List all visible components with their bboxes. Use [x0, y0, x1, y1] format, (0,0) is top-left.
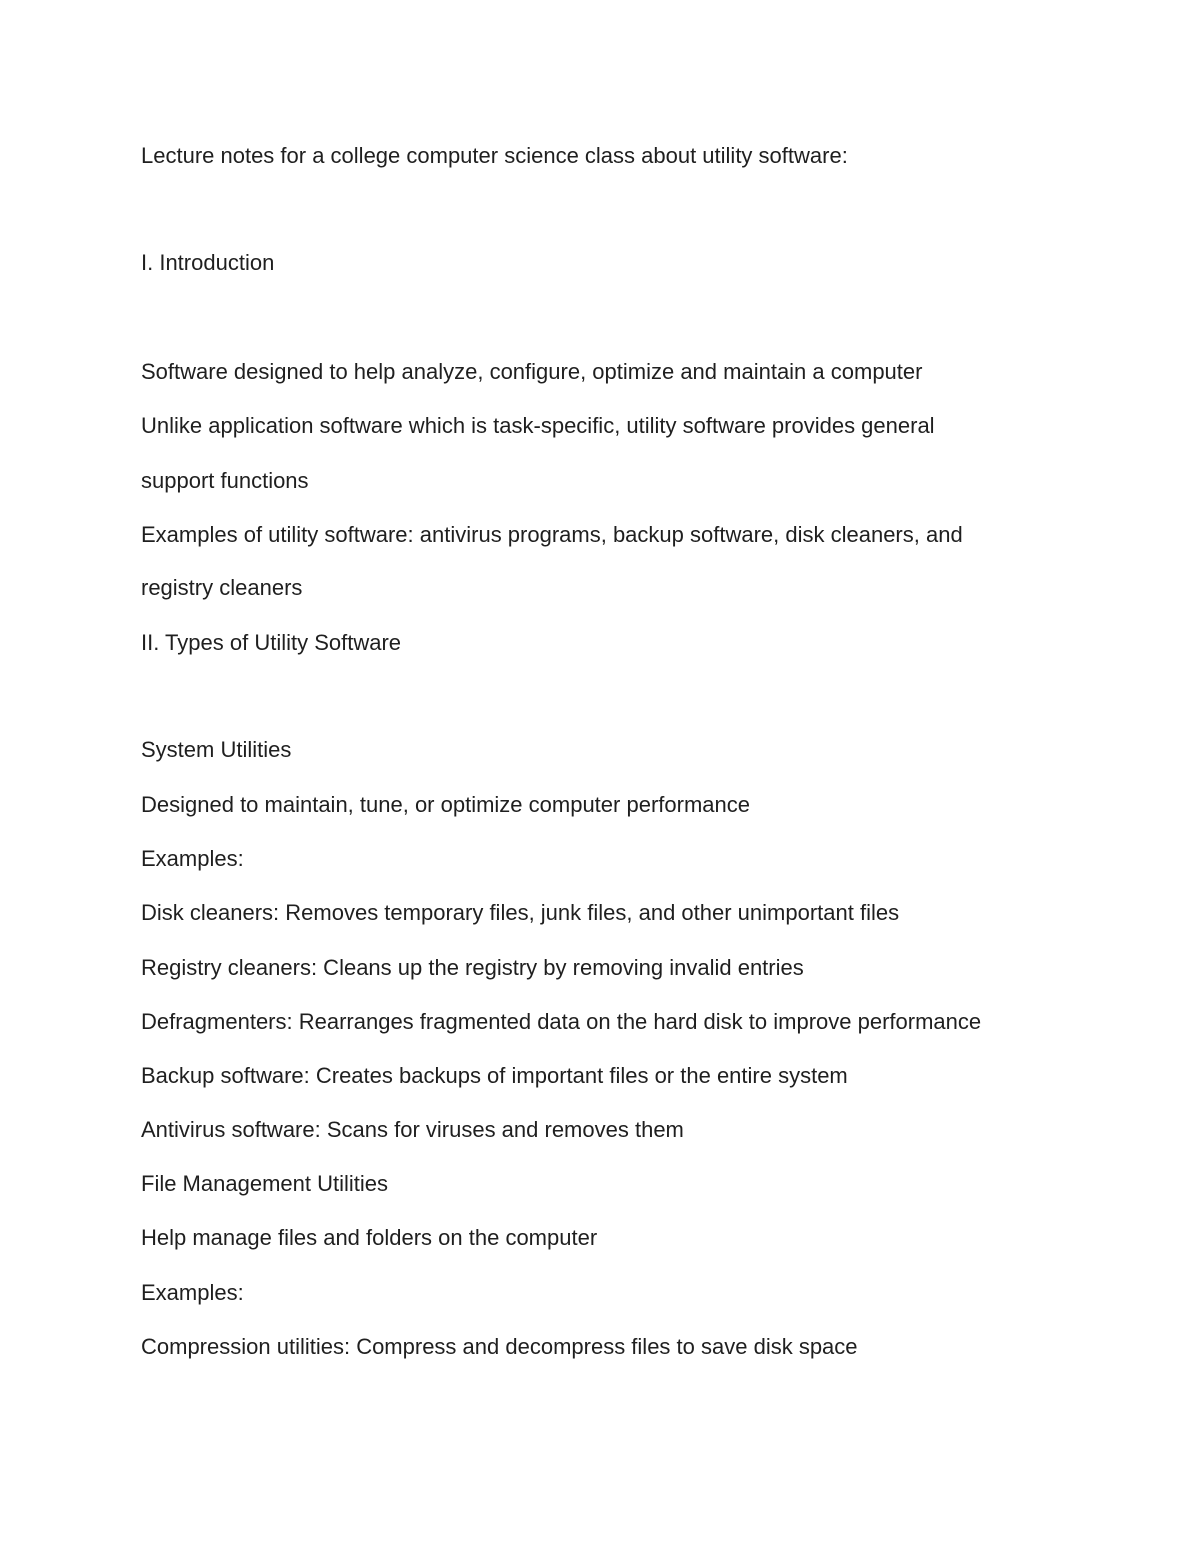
system-utility-example: Registry cleaners: Cleans up the registry by removing invalid entries — [141, 955, 804, 980]
system-utility-example: Disk cleaners: Removes temporary files, junk files, and other unimportant files — [141, 900, 900, 925]
intro-contrast-line-1: Unlike application software which is task-specific, utility software provides general — [141, 413, 935, 438]
system-utilities-heading: System Utilities — [141, 737, 292, 762]
section-heading-introduction: I. Introduction — [141, 250, 275, 275]
intro-examples-line-2: registry cleaners — [141, 575, 303, 600]
system-utility-example: Antivirus software: Scans for viruses and removes them — [141, 1117, 684, 1142]
file-management-heading: File Management Utilities — [141, 1171, 388, 1196]
intro-definition: Software designed to help analyze, configure, optimize and maintain a computer — [141, 359, 923, 384]
file-management-example: Compression utilities: Compress and decompress files to save disk space — [141, 1334, 858, 1359]
system-utilities-examples-label: Examples: — [141, 846, 244, 871]
system-utility-example: Backup software: Creates backups of important files or the entire system — [141, 1063, 848, 1088]
intro-contrast-line-2: support functions — [141, 468, 309, 493]
system-utilities-description: Designed to maintain, tune, or optimize computer performance — [141, 792, 750, 817]
file-management-examples-label: Examples: — [141, 1280, 244, 1305]
file-management-description: Help manage files and folders on the computer — [141, 1225, 598, 1250]
section-heading-types: II. Types of Utility Software — [141, 630, 402, 655]
intro-examples-line-1: Examples of utility software: antivirus programs, backup software, disk cleaners, and — [141, 522, 963, 547]
system-utility-example: Defragmenters: Rearranges fragmented data on the hard disk to improve performance — [141, 1009, 982, 1034]
document-title-line: Lecture notes for a college computer science class about utility software: — [141, 143, 848, 168]
